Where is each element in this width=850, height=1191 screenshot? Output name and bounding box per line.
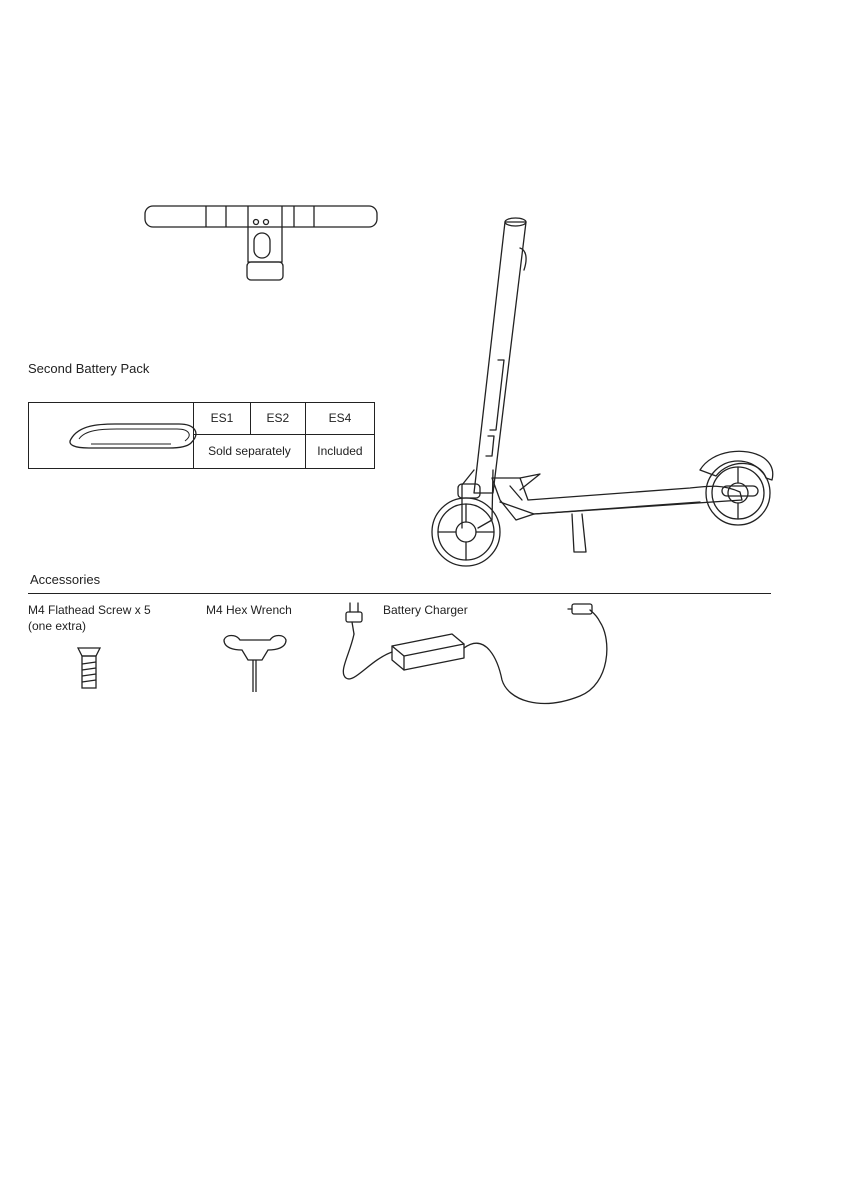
battery-section-title: Second Battery Pack: [28, 361, 150, 376]
model-es4: ES4: [305, 403, 374, 435]
accessories-section-title: Accessories: [30, 572, 101, 587]
sold-separately-cell: Sold separately: [194, 434, 306, 468]
included-cell: Included: [305, 434, 374, 468]
model-es1: ES1: [194, 403, 251, 435]
model-es2: ES2: [250, 403, 305, 435]
accessory-label-hex-wrench: M4 Hex Wrench: [206, 603, 292, 617]
accessory-note-screw: (one extra): [28, 619, 87, 633]
accessory-label-battery-charger: Battery Charger: [383, 603, 468, 617]
accessory-label-screw: M4 Flathead Screw x 5: [28, 603, 151, 617]
